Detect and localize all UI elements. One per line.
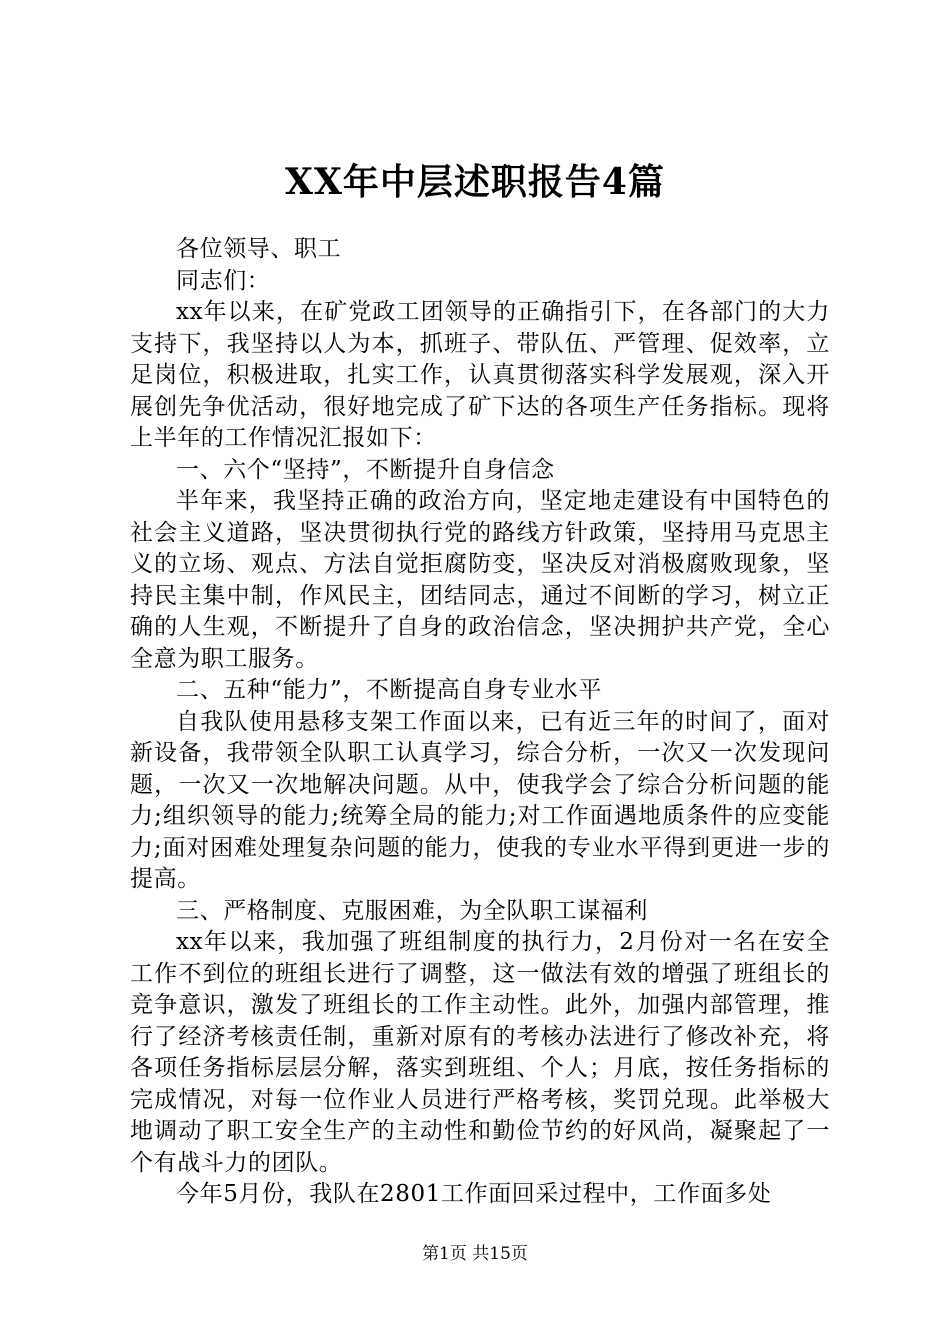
section-heading-3: 三、严格制度、克服困难，为全队职工谋福利 [176,897,648,924]
page-footer: 第1页 共15页 [422,1244,528,1264]
paragraph-section-3: xx年以来，我加强了班组制度的执行力，2月份对一名在安全工作不到位的班组长进行了调整，这一做法有效的增强了班组长的竞争意识，激发了班组长的工作主动性。此外，加强内部管理，推行了经济考核责任制，重新对原有的考核办法进行了修改补充，将各项任务指标层层分解，落实到班组、个人；月底，按任务指标的完成情况，对每一位作业人员进行严格考核，奖罚兑现。此举极大地调动了职工安全生产的主动性和勤俭节约的好风尚，凝聚起了一个有战斗力的团队。 [130,929,830,1176]
paragraph-salutation: 同志们： [176,267,271,294]
document-body [130,234,830,1211]
paragraph-section-2: 自我队使用悬移支架工作面以来，已有近三年的时间了，面对新设备，我带领全队职工认真学习，综合分析，一次又一次发现问题，一次又一次地解决问题。从中，使我学会了综合分析问题的能力;组织领导的能力;统筹全局的能力;对工作面遇地质条件的应变能力;面对困难处理复杂问题的能力，使我的专业水平得到更进一步的提高。 [130,708,830,892]
paragraph-greeting: 各位领导、职工 [176,236,342,262]
document-title: XX年中层述职报告4篇 [285,161,665,203]
section-heading-1: 一、六个“坚持”，不断提升自身信念 [176,456,555,483]
paragraph-intro: xx年以来，在矿党政工团领导的正确指引下，在各部门的大力支持下，我坚持以人为本，抓班子、带队伍、严管理、促效率，立足岗位，积极进取，扎实工作，认真贯彻落实科学发展观，深入开展创先争优活动，很好地完成了矿下达的各项生产任务指标。现将上半年的工作情况汇报如下： [130,299,830,451]
paragraph-may: 今年5月份，我队在2801工作面回采过程中，工作面多处 [176,1181,772,1207]
paragraph-section-1: 半年来，我坚持正确的政治方向，坚定地走建设有中国特色的社会主义道路，坚决贯彻执行党的路线方针政策，坚持用马克思主义的立场、观点、方法自觉拒腐防变，坚决反对消极腐败现象，坚持民主集中制，作风民主，团结同志，通过不间断的学习，树立正确的人生观，不断提升了自身的政治信念，坚决拥护共产党，全心全意为职工服务。 [130,488,830,672]
section-heading-2: 二、五种“能力”，不断提高自身专业水平 [176,677,602,703]
